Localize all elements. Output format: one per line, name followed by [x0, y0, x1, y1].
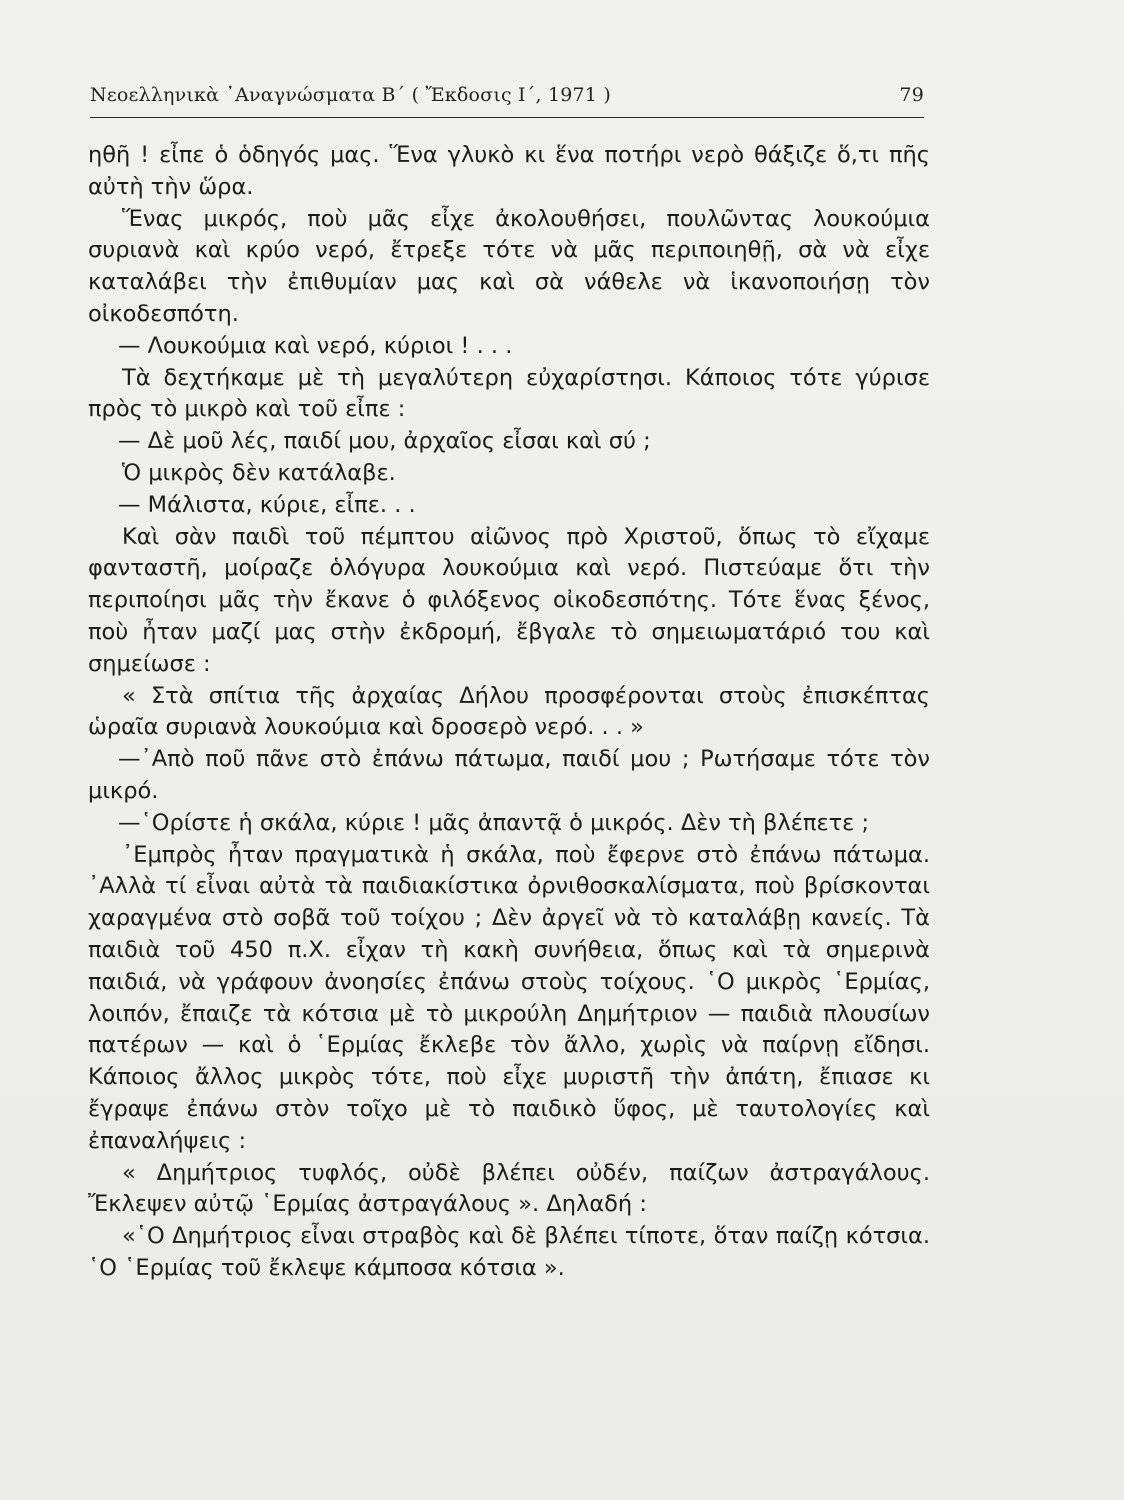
quotation: « Στὰ σπίτια τῆς ἀρχαίας Δήλου προσφέρονται στοὺς ἐπισκέπτας ὡραῖα συριανὰ λουκούμια καὶ δροσερὸ νερό. . . » — [88, 682, 930, 741]
dialogue-line: —᾿Απὸ ποῦ πᾶνε στὸ ἐπάνω πάτωμα, παιδί μου ; Ρωτήσαμε τότε τὸν μικρό. — [88, 746, 930, 804]
running-head — [90, 84, 924, 112]
page-number: 79 — [899, 84, 924, 106]
paragraph: Ἕνας μικρός, ποὺ μᾶς εἶχε ἀκολουθήσει, πουλῶντας λουκούμια συριανὰ καὶ κρύο νερό, ἔτρεξε τότε νὰ μᾶς περιποιηθῇ, σὰ νὰ εἶχε καταλάβει τὴν ἐπιθυμίαν μας καὶ σὰ νάθελε νὰ ἱκανοποιήσῃ τὸν οἰκοδεσπότη. — [88, 205, 930, 327]
paragraph: ᾿Εμπρὸς ἦταν πραγματικὰ ἡ σκάλα, ποὺ ἔφερνε στὸ ἐπάνω πάτωμα. ᾿Αλλὰ τί εἶναι αὐτὰ τὰ παιδιακίστικα ὀρνιθοσκαλίσματα, ποὺ βρίσκονται χαραγμένα στὸ σοβᾶ τοῦ τοίχου ; Δὲν ἀργεῖ νὰ τὸ καταλάβῃ κανείς. Τὰ παιδιὰ τοῦ 450 π.Χ. εἶχαν τὴ κακὴ συνήθεια, ὅπως καὶ τὰ σημερινὰ παιδιά, νὰ γράφουν ἀνοησίες ἐπάνω στοὺς τοίχους. ῾Ο μικρὸς ῾Ερμίας, λοιπόν, ἔπαιζε τὰ κότσια μὲ τὸ μικρούλη Δημήτριον — παιδιὰ πλουσίων πατέρων — καὶ ὁ ῾Ερμίας ἔκλεβε τὸν ἄλλο, χωρὶς νὰ παίρνῃ εἴδησι. Κάποιος ἄλλος μικρὸς τότε, ποὺ εἶχε μυριστῆ τὴν ἀπάτη, ἔπιασε κι ἔγραψε ἐπάνω στὸν τοῖχο μὲ τὸ παιδικὸ ὕφος, μὲ ταυτολογίες καὶ ἐπαναλήψεις : — [88, 841, 930, 1154]
quotation: « Δημήτριος τυφλός, οὐδὲ βλέπει οὐδέν, παίζων ἀστραγάλους. Ἔκλεψεν αὐτῷ ῾Ερμίας ἀστραγάλους ». Δηλαδή : — [88, 1159, 930, 1218]
paragraph: ηθῆ ! εἶπε ὁ ὁδηγός μας. Ἕνα γλυκὸ κι ἕνα ποτήρι νερὸ θάξιζε ὅ,τι πῆς αὐτὴ τὴν ὥρα. — [88, 142, 930, 200]
dialogue-line: —῾Ορίστε ἡ σκάλα, κύριε ! μᾶς ἀπαντᾷ ὁ μικρός. Δὲν τὴ βλέπετε ; — [118, 809, 870, 836]
quotation: «῾Ο Δημήτριος εἶναι στραβὸς καὶ δὲ βλέπει τίποτε, ὅταν παίζῃ κότσια. ῾Ο ῾Ερμίας τοῦ ἔκλεψε κάμποσα κότσια ». — [88, 1223, 930, 1281]
header-rule — [90, 117, 924, 118]
dialogue-line: — Δὲ μοῦ λές, παιδί μου, ἀρχαῖος εἶσαι καὶ σύ ; — [118, 428, 651, 455]
dialogue-line: — Μάλιστα, κύριε, εἶπε. . . — [118, 491, 416, 518]
dialogue-line: — Λουκούμια καὶ νερό, κύριοι ! . . . — [118, 332, 513, 359]
paragraph: Τὰ δεχτήκαμε μὲ τὴ μεγαλύτερη εὐχαρίστησι. Κάποιος τότε γύρισε πρὸς τὸ μικρὸ καὶ τοῦ εἶπε : — [88, 364, 930, 423]
running-head-title: Νεοελληνικὰ ᾿Αναγνώσματα Β΄ ( Ἔκδοσις Ι΄, 1971 ) — [90, 84, 611, 106]
paragraph: Ὁ μικρὸς δὲν κατάλαβε. — [122, 459, 396, 486]
paragraph: Καὶ σὰν παιδὶ τοῦ πέμπτου αἰῶνος πρὸ Χριστοῦ, ὅπως τὸ εἴχαμε φανταστῆ, μοίραζε ὁλόγυρα λουκούμια καὶ νερό. Πιστεύαμε ὅτι τὴν περιποίησι μᾶς τὴν ἔκανε ὁ φιλόξενος οἰκοδεσπότης. Τότε ἕνας ξένος, ποὺ ἦταν μαζί μας στὴν ἐκδρομή, ἔβγαλε τὸ σημειωματάριό του καὶ σημείωσε : — [88, 523, 930, 677]
body-text — [88, 140, 930, 1285]
